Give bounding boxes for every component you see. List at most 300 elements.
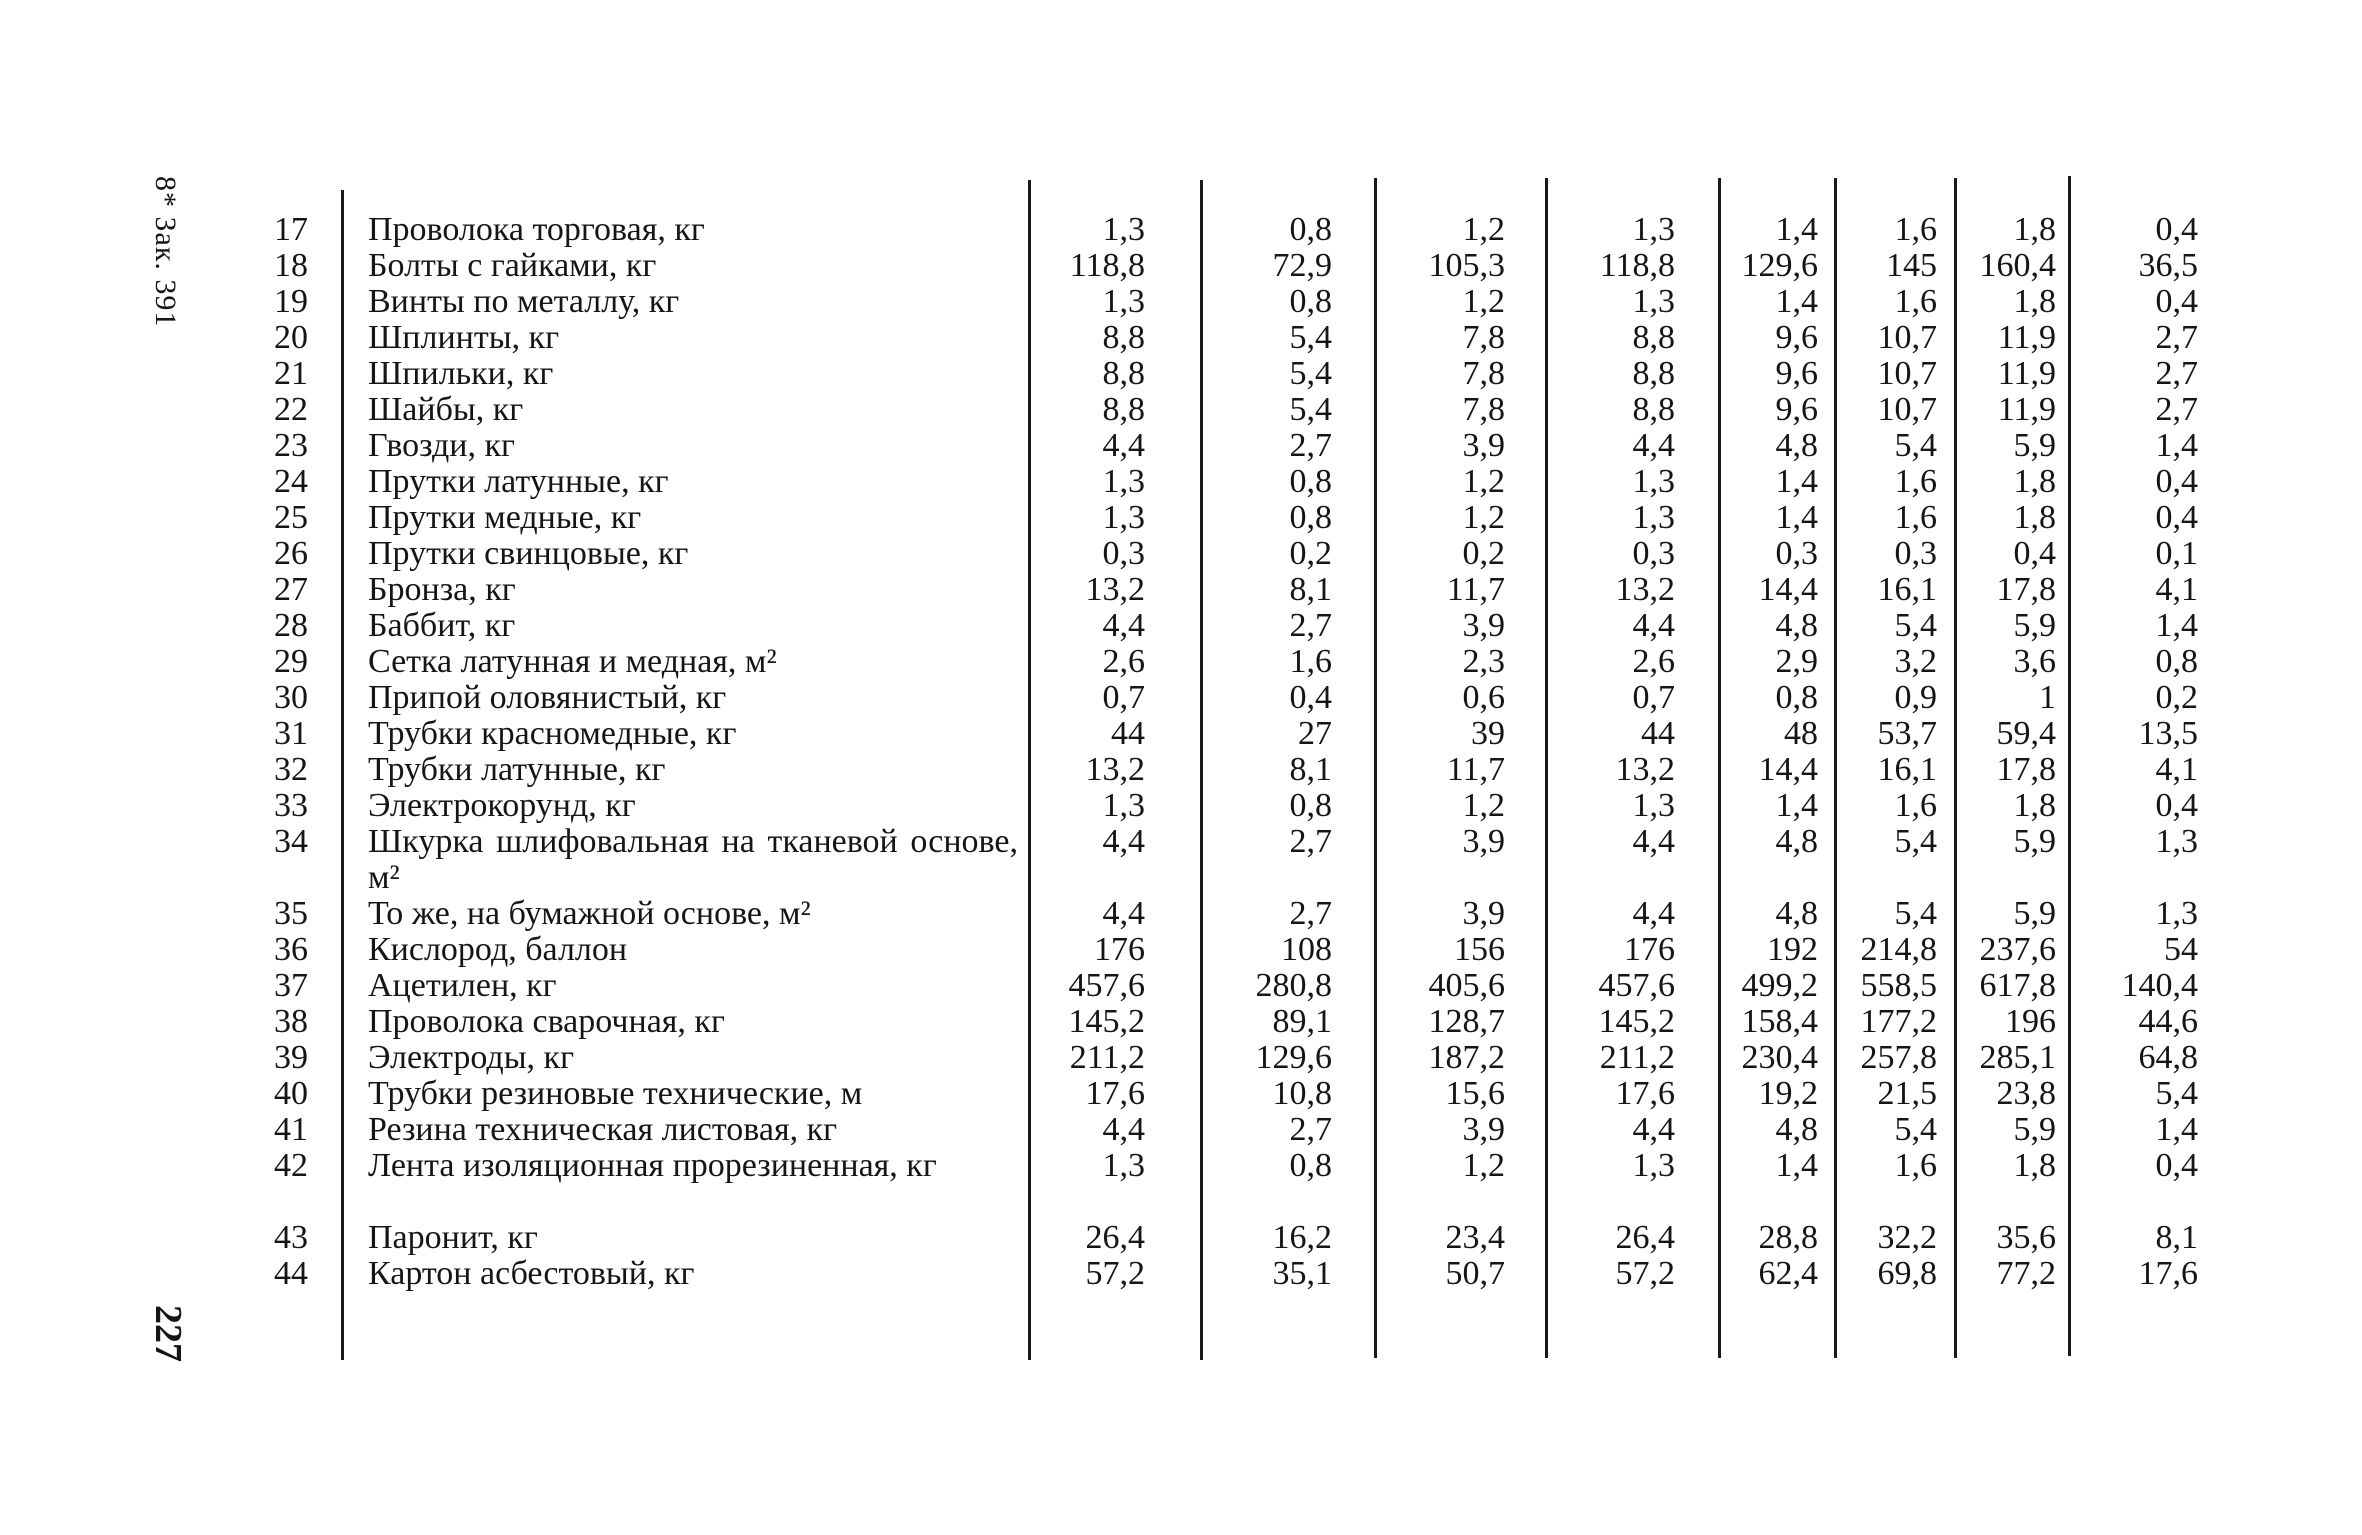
value-cell: 13,2 — [1615, 751, 1675, 788]
value-cell: 214,8 — [1860, 931, 1937, 968]
material-name: Электрокорунд, кг — [368, 787, 636, 824]
table-row — [0, 788, 2362, 824]
value-cell: 177,2 — [1860, 1003, 1937, 1040]
material-name: Картон асбестовый, кг — [368, 1255, 695, 1292]
value-cell: 5,4 — [1289, 319, 1332, 356]
table-row — [0, 464, 2362, 500]
row-number: 18 — [274, 247, 308, 284]
value-cell: 1,2 — [1462, 463, 1505, 500]
value-cell: 1,4 — [1775, 499, 1818, 536]
row-number: 27 — [274, 571, 308, 608]
table-row — [0, 608, 2362, 644]
value-cell: 118,8 — [1599, 247, 1675, 284]
value-cell: 0,4 — [2155, 463, 2198, 500]
value-cell: 0,4 — [2155, 499, 2198, 536]
value-cell: 11,9 — [1997, 355, 2056, 392]
value-cell: 16,1 — [1877, 571, 1937, 608]
value-cell: 192 — [1767, 931, 1818, 968]
table-row — [0, 1076, 2362, 1112]
value-cell: 4,8 — [1775, 427, 1818, 464]
value-cell: 10,7 — [1877, 319, 1937, 356]
value-cell: 3,9 — [1462, 1111, 1505, 1148]
value-cell: 5,9 — [2013, 823, 2056, 860]
value-cell: 4,8 — [1775, 1111, 1818, 1148]
value-cell: 35,1 — [1272, 1255, 1332, 1292]
value-cell: 4,4 — [1632, 607, 1675, 644]
value-cell: 13,2 — [1615, 571, 1675, 608]
value-cell: 1,3 — [1632, 1147, 1675, 1184]
table-row — [0, 1220, 2362, 1256]
value-cell: 0,2 — [1289, 535, 1332, 572]
value-cell: 5,4 — [1894, 895, 1937, 932]
value-cell: 1,8 — [2013, 211, 2056, 248]
value-cell: 140,4 — [2121, 967, 2198, 1004]
value-cell: 1,6 — [1894, 1147, 1937, 1184]
value-cell: 17,6 — [1615, 1075, 1675, 1112]
value-cell: 7,8 — [1462, 391, 1505, 428]
print-order-note: 8* Зак. 391 — [149, 176, 182, 328]
value-cell: 3,6 — [2013, 643, 2056, 680]
value-cell: 10,7 — [1877, 355, 1937, 392]
value-cell: 39 — [1471, 715, 1505, 752]
value-cell: 10,7 — [1877, 391, 1937, 428]
value-cell: 1,4 — [1775, 283, 1818, 320]
value-cell: 11,9 — [1997, 391, 2056, 428]
value-cell: 89,1 — [1272, 1003, 1332, 1040]
value-cell: 1,2 — [1462, 283, 1505, 320]
value-cell: 5,4 — [1894, 607, 1937, 644]
value-cell: 4,1 — [2155, 571, 2198, 608]
row-number: 19 — [274, 283, 308, 320]
material-name: То же, на бумажной основе, м² — [368, 895, 811, 932]
value-cell: 129,6 — [1741, 247, 1818, 284]
value-cell: 187,2 — [1428, 1039, 1505, 1076]
table-row — [0, 1112, 2362, 1148]
value-cell: 285,1 — [1979, 1039, 2056, 1076]
material-name: Электроды, кг — [368, 1039, 575, 1076]
value-cell: 257,8 — [1860, 1039, 1937, 1076]
value-cell: 17,6 — [2138, 1255, 2198, 1292]
row-number: 37 — [274, 967, 308, 1004]
value-cell: 176 — [1624, 931, 1675, 968]
value-cell: 1,2 — [1462, 499, 1505, 536]
table-row — [0, 1040, 2362, 1076]
row-number: 39 — [274, 1039, 308, 1076]
value-cell: 1,3 — [2155, 823, 2198, 860]
row-number: 22 — [274, 391, 308, 428]
material-name: Шкурка шлифовальная на тканевой основе, м² — [368, 823, 1018, 896]
value-cell: 8,1 — [1289, 751, 1332, 788]
material-name: Шпильки, кг — [368, 355, 554, 392]
value-cell: 457,6 — [1068, 967, 1145, 1004]
value-cell: 108 — [1281, 931, 1332, 968]
row-number: 31 — [274, 715, 308, 752]
value-cell: 17,8 — [1996, 571, 2056, 608]
row-number: 17 — [274, 211, 308, 248]
value-cell: 457,6 — [1598, 967, 1675, 1004]
materials-table — [0, 212, 2362, 1292]
value-cell: 0,3 — [1102, 535, 1145, 572]
material-name: Болты с гайками, кг — [368, 247, 657, 284]
value-cell: 64,8 — [2138, 1039, 2198, 1076]
value-cell: 1,4 — [1775, 787, 1818, 824]
material-name: Шплинты, кг — [368, 319, 560, 356]
value-cell: 156 — [1454, 931, 1505, 968]
value-cell: 211,2 — [1599, 1039, 1675, 1076]
value-cell: 4,4 — [1632, 427, 1675, 464]
value-cell: 8,8 — [1102, 355, 1145, 392]
value-cell: 54 — [2164, 931, 2198, 968]
value-cell: 617,8 — [1979, 967, 2056, 1004]
value-cell: 15,6 — [1445, 1075, 1505, 1112]
value-cell: 4,4 — [1102, 823, 1145, 860]
value-cell: 145,2 — [1068, 1003, 1145, 1040]
material-name: Трубки красномедные, кг — [368, 715, 737, 752]
value-cell: 4,4 — [1102, 427, 1145, 464]
value-cell: 11,9 — [1997, 319, 2056, 356]
material-name: Припой оловянистый, кг — [368, 679, 727, 716]
value-cell: 4,4 — [1632, 895, 1675, 932]
value-cell: 0,4 — [2155, 283, 2198, 320]
table-row — [0, 500, 2362, 536]
value-cell: 5,9 — [2013, 895, 2056, 932]
value-cell: 145 — [1886, 247, 1937, 284]
value-cell: 0,4 — [2155, 211, 2198, 248]
table-row — [0, 968, 2362, 1004]
row-number: 28 — [274, 607, 308, 644]
material-name: Ацетилен, кг — [368, 967, 557, 1004]
value-cell: 1,3 — [1102, 499, 1145, 536]
table-row — [0, 248, 2362, 284]
page-number: 227 — [147, 1305, 189, 1362]
value-cell: 36,5 — [2138, 247, 2198, 284]
value-cell: 44 — [1641, 715, 1675, 752]
value-cell: 145,2 — [1598, 1003, 1675, 1040]
value-cell: 3,2 — [1894, 643, 1937, 680]
row-number: 20 — [274, 319, 308, 356]
row-number: 35 — [274, 895, 308, 932]
value-cell: 14,4 — [1758, 571, 1818, 608]
table-row — [0, 320, 2362, 356]
value-cell: 1 — [2039, 679, 2056, 716]
material-name: Баббит, кг — [368, 607, 516, 644]
value-cell: 4,8 — [1775, 895, 1818, 932]
row-number: 41 — [274, 1111, 308, 1148]
value-cell: 4,4 — [1632, 823, 1675, 860]
value-cell: 4,4 — [1102, 1111, 1145, 1148]
value-cell: 8,8 — [1102, 391, 1145, 428]
table-row — [0, 284, 2362, 320]
value-cell: 0,8 — [1289, 283, 1332, 320]
value-cell: 499,2 — [1741, 967, 1818, 1004]
value-cell: 3,9 — [1462, 427, 1505, 464]
row-number: 43 — [274, 1219, 308, 1256]
value-cell: 8,8 — [1632, 319, 1675, 356]
value-cell: 21,5 — [1877, 1075, 1937, 1112]
row-number: 40 — [274, 1075, 308, 1112]
value-cell: 4,8 — [1775, 607, 1818, 644]
value-cell: 23,8 — [1996, 1075, 2056, 1112]
value-cell: 2,3 — [1462, 643, 1505, 680]
value-cell: 1,6 — [1894, 787, 1937, 824]
value-cell: 17,8 — [1996, 751, 2056, 788]
value-cell: 4,4 — [1102, 607, 1145, 644]
table-row — [0, 824, 2362, 896]
row-number: 36 — [274, 931, 308, 968]
table-row — [0, 1148, 2362, 1220]
value-cell: 1,6 — [1894, 499, 1937, 536]
material-name: Проволока торговая, кг — [368, 211, 705, 248]
row-number: 23 — [274, 427, 308, 464]
row-number: 34 — [274, 823, 308, 860]
value-cell: 13,2 — [1085, 751, 1145, 788]
value-cell: 4,4 — [1632, 1111, 1675, 1148]
value-cell: 9,6 — [1775, 391, 1818, 428]
value-cell: 405,6 — [1428, 967, 1505, 1004]
row-number: 25 — [274, 499, 308, 536]
value-cell: 77,2 — [1996, 1255, 2056, 1292]
value-cell: 0,2 — [1462, 535, 1505, 572]
table-row — [0, 212, 2362, 248]
value-cell: 8,8 — [1632, 355, 1675, 392]
value-cell: 8,1 — [2155, 1219, 2198, 1256]
row-number: 29 — [274, 643, 308, 680]
value-cell: 128,7 — [1428, 1003, 1505, 1040]
value-cell: 72,9 — [1272, 247, 1332, 284]
value-cell: 5,4 — [1289, 355, 1332, 392]
row-number: 21 — [274, 355, 308, 392]
value-cell: 0,7 — [1632, 679, 1675, 716]
value-cell: 1,6 — [1289, 643, 1332, 680]
value-cell: 2,7 — [1289, 1111, 1332, 1148]
value-cell: 0,6 — [1462, 679, 1505, 716]
value-cell: 1,8 — [2013, 1147, 2056, 1184]
material-name: Резина техническая листовая, кг — [368, 1111, 838, 1148]
value-cell: 2,6 — [1102, 643, 1145, 680]
row-number: 42 — [274, 1147, 308, 1184]
value-cell: 2,7 — [2155, 319, 2198, 356]
value-cell: 13,5 — [2138, 715, 2198, 752]
value-cell: 2,7 — [1289, 427, 1332, 464]
value-cell: 13,2 — [1085, 571, 1145, 608]
material-name: Бронза, кг — [368, 571, 516, 608]
value-cell: 11,7 — [1446, 751, 1505, 788]
value-cell: 2,7 — [1289, 823, 1332, 860]
value-cell: 4,1 — [2155, 751, 2198, 788]
material-name: Паронит, кг — [368, 1219, 538, 1256]
value-cell: 19,2 — [1758, 1075, 1818, 1112]
material-name: Трубки резиновые технические, м — [368, 1075, 863, 1112]
value-cell: 53,7 — [1877, 715, 1937, 752]
value-cell: 158,4 — [1741, 1003, 1818, 1040]
table-row — [0, 752, 2362, 788]
material-name: Прутки свинцовые, кг — [368, 535, 689, 572]
value-cell: 1,4 — [1775, 463, 1818, 500]
table-row — [0, 680, 2362, 716]
value-cell: 16,1 — [1877, 751, 1937, 788]
value-cell: 5,4 — [1289, 391, 1332, 428]
value-cell: 0,4 — [2155, 787, 2198, 824]
value-cell: 1,2 — [1462, 787, 1505, 824]
value-cell: 0,4 — [1289, 679, 1332, 716]
value-cell: 2,6 — [1632, 643, 1675, 680]
value-cell: 57,2 — [1615, 1255, 1675, 1292]
value-cell: 2,7 — [2155, 391, 2198, 428]
material-name: Прутки латунные, кг — [368, 463, 669, 500]
value-cell: 0,8 — [2155, 643, 2198, 680]
table-row — [0, 716, 2362, 752]
value-cell: 118,8 — [1069, 247, 1145, 284]
value-cell: 5,9 — [2013, 607, 2056, 644]
value-cell: 1,4 — [2155, 607, 2198, 644]
value-cell: 16,2 — [1272, 1219, 1332, 1256]
value-cell: 26,4 — [1615, 1219, 1675, 1256]
value-cell: 0,2 — [2155, 679, 2198, 716]
value-cell: 59,4 — [1996, 715, 2056, 752]
value-cell: 176 — [1094, 931, 1145, 968]
material-name: Проволока сварочная, кг — [368, 1003, 725, 1040]
value-cell: 5,4 — [2155, 1075, 2198, 1112]
row-number: 30 — [274, 679, 308, 716]
value-cell: 1,8 — [2013, 787, 2056, 824]
row-number: 33 — [274, 787, 308, 824]
value-cell: 1,3 — [1632, 463, 1675, 500]
material-name: Трубки латунные, кг — [368, 751, 666, 788]
value-cell: 196 — [2005, 1003, 2056, 1040]
value-cell: 4,4 — [1102, 895, 1145, 932]
value-cell: 1,3 — [1102, 211, 1145, 248]
value-cell: 211,2 — [1069, 1039, 1145, 1076]
value-cell: 8,1 — [1289, 571, 1332, 608]
value-cell: 1,6 — [1894, 463, 1937, 500]
value-cell: 0,1 — [2155, 535, 2198, 572]
value-cell: 0,3 — [1894, 535, 1937, 572]
table-row — [0, 572, 2362, 608]
value-cell: 2,7 — [1289, 895, 1332, 932]
value-cell: 0,8 — [1289, 499, 1332, 536]
value-cell: 1,4 — [1775, 211, 1818, 248]
value-cell: 27 — [1298, 715, 1332, 752]
value-cell: 69,8 — [1877, 1255, 1937, 1292]
value-cell: 28,8 — [1758, 1219, 1818, 1256]
value-cell: 7,8 — [1462, 319, 1505, 356]
value-cell: 14,4 — [1758, 751, 1818, 788]
value-cell: 1,3 — [1102, 463, 1145, 500]
value-cell: 62,4 — [1758, 1255, 1818, 1292]
material-name: Сетка латунная и медная, м² — [368, 643, 777, 680]
material-name: Гвозди, кг — [368, 427, 515, 464]
table-row — [0, 428, 2362, 464]
table-row — [0, 356, 2362, 392]
value-cell: 0,4 — [2013, 535, 2056, 572]
value-cell: 3,9 — [1462, 895, 1505, 932]
value-cell: 0,8 — [1289, 211, 1332, 248]
value-cell: 9,6 — [1775, 319, 1818, 356]
value-cell: 0,8 — [1775, 679, 1818, 716]
value-cell: 129,6 — [1255, 1039, 1332, 1076]
value-cell: 5,9 — [2013, 1111, 2056, 1148]
value-cell: 9,6 — [1775, 355, 1818, 392]
row-number: 38 — [274, 1003, 308, 1040]
value-cell: 0,8 — [1289, 1147, 1332, 1184]
value-cell: 160,4 — [1979, 247, 2056, 284]
row-number: 26 — [274, 535, 308, 572]
value-cell: 57,2 — [1085, 1255, 1145, 1292]
value-cell: 48 — [1784, 715, 1818, 752]
material-name: Шайбы, кг — [368, 391, 524, 428]
value-cell: 1,3 — [1632, 283, 1675, 320]
material-name: Винты по металлу, кг — [368, 283, 680, 320]
value-cell: 237,6 — [1979, 931, 2056, 968]
value-cell: 230,4 — [1741, 1039, 1818, 1076]
value-cell: 8,8 — [1102, 319, 1145, 356]
value-cell: 0,8 — [1289, 463, 1332, 500]
value-cell: 0,3 — [1775, 535, 1818, 572]
row-number: 32 — [274, 751, 308, 788]
table-row — [0, 932, 2362, 968]
value-cell: 2,7 — [2155, 355, 2198, 392]
row-number: 44 — [274, 1255, 308, 1292]
value-cell: 3,9 — [1462, 823, 1505, 860]
row-number: 24 — [274, 463, 308, 500]
value-cell: 280,8 — [1255, 967, 1332, 1004]
value-cell: 8,8 — [1632, 391, 1675, 428]
value-cell: 5,4 — [1894, 1111, 1937, 1148]
value-cell: 0,3 — [1632, 535, 1675, 572]
table-row — [0, 536, 2362, 572]
value-cell: 0,7 — [1102, 679, 1145, 716]
table-row — [0, 644, 2362, 680]
value-cell: 1,6 — [1894, 283, 1937, 320]
value-cell: 26,4 — [1085, 1219, 1145, 1256]
value-cell: 1,4 — [1775, 1147, 1818, 1184]
material-name: Кислород, баллон — [368, 931, 628, 968]
value-cell: 1,3 — [1102, 787, 1145, 824]
table-row — [0, 1256, 2362, 1292]
material-name: Лента изоляционная прорезиненная, кг — [368, 1147, 937, 1184]
value-cell: 1,4 — [2155, 427, 2198, 464]
value-cell: 10,8 — [1272, 1075, 1332, 1112]
value-cell: 1,8 — [2013, 499, 2056, 536]
value-cell: 44,6 — [2138, 1003, 2198, 1040]
value-cell: 5,4 — [1894, 427, 1937, 464]
value-cell: 3,9 — [1462, 607, 1505, 644]
value-cell: 7,8 — [1462, 355, 1505, 392]
material-name: Прутки медные, кг — [368, 499, 642, 536]
value-cell: 0,9 — [1894, 679, 1937, 716]
value-cell: 5,4 — [1894, 823, 1937, 860]
value-cell: 5,9 — [2013, 427, 2056, 464]
value-cell: 1,3 — [1632, 499, 1675, 536]
value-cell: 4,8 — [1775, 823, 1818, 860]
value-cell: 0,8 — [1289, 787, 1332, 824]
value-cell: 1,8 — [2013, 463, 2056, 500]
table-row — [0, 1004, 2362, 1040]
value-cell: 23,4 — [1445, 1219, 1505, 1256]
value-cell: 11,7 — [1446, 571, 1505, 608]
value-cell: 32,2 — [1877, 1219, 1937, 1256]
value-cell: 1,2 — [1462, 211, 1505, 248]
table-row — [0, 896, 2362, 932]
value-cell: 105,3 — [1428, 247, 1505, 284]
value-cell: 1,6 — [1894, 211, 1937, 248]
value-cell: 1,3 — [2155, 895, 2198, 932]
value-cell: 1,4 — [2155, 1111, 2198, 1148]
value-cell: 1,3 — [1102, 283, 1145, 320]
value-cell: 1,2 — [1462, 1147, 1505, 1184]
value-cell: 44 — [1111, 715, 1145, 752]
value-cell: 2,9 — [1775, 643, 1818, 680]
